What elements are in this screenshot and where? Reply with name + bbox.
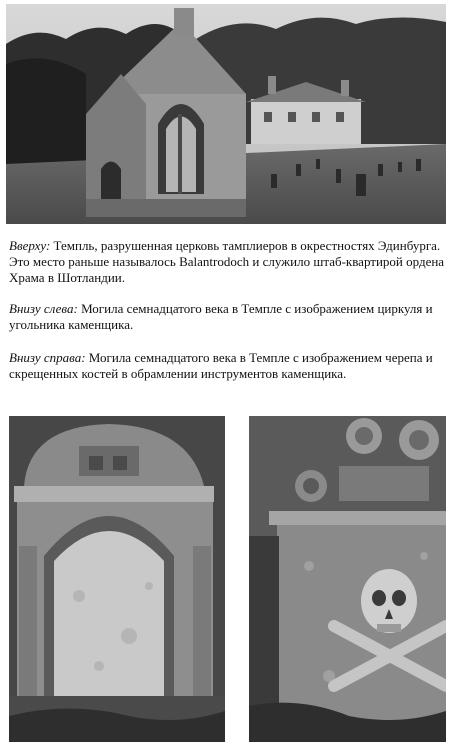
caption-bottom-left-text: Могила семнадцатого века в Темпле с изображением циркуля и угольника каменщика. [9, 301, 433, 332]
caption-bottom-right-lead: Внизу справа: [9, 350, 86, 365]
gravestone-arch-illustration [9, 416, 225, 742]
gravestone-skull-illustration [249, 416, 446, 742]
caption-top-text: Темпль, разрушенная церковь тамплиеров в окрестностях Эдинбурга. Это место раньше называлось Balantrodoch и служило штаб-квартирой ордена Храма в Шотландии. [9, 238, 445, 285]
caption-bottom-right [9, 350, 445, 382]
caption-bottom-right-text: Могила семнадцатого века в Темпле с изображением черепа и скрещенных костей в обрамлении инструментов каменщика. [9, 350, 433, 381]
gravestone-arch-photo [9, 416, 225, 742]
caption-bottom-left-lead: Внизу слева: [9, 301, 78, 316]
ruined-church-photo [6, 4, 446, 224]
caption-top [9, 238, 445, 286]
gravestone-skull-photo [249, 416, 446, 742]
caption-bottom-left [9, 301, 445, 333]
caption-top-lead: Вверху: [9, 238, 51, 253]
ruined-church-illustration [6, 4, 446, 224]
